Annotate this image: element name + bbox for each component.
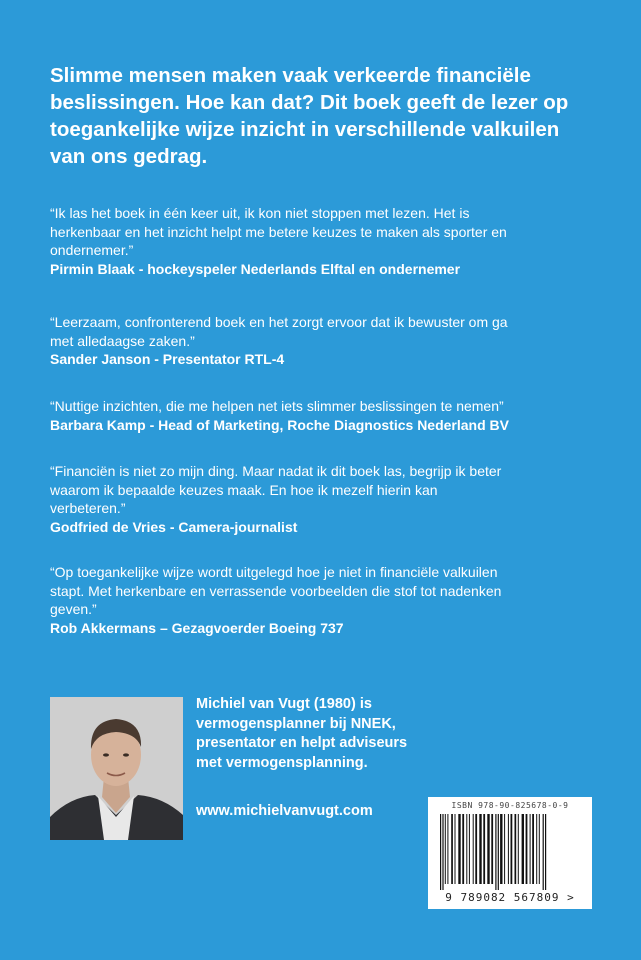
barcode-bar — [487, 814, 489, 884]
ean-number: 9 789082 567809 — [445, 891, 560, 904]
barcode-bar — [483, 814, 485, 884]
barcode-bars — [438, 814, 582, 890]
testimonial — [50, 462, 501, 536]
testimonial-author: Rob Akkermans – Gezagvoerder Boeing 737 — [50, 619, 344, 636]
barcode-bar — [495, 814, 496, 890]
barcode-bar — [458, 814, 460, 884]
testimonial-quote: “Nuttige inzichten, die me helpen net iets slimmer beslissingen te nemen” — [50, 398, 504, 414]
barcode-bar — [462, 814, 464, 884]
barcode-bar — [539, 814, 540, 884]
barcode-bar — [545, 814, 546, 890]
author-portrait-image — [50, 697, 183, 840]
testimonial — [50, 397, 509, 434]
testimonial-quote: “Op toegankelijke wijze wordt uitgelegd hoe je niet in financiële valkuilen stapt. Met herkenbare en verrassende voorbeelden die stof tot nadenken geven.” — [50, 564, 502, 617]
barcode-bar — [536, 814, 537, 884]
barcode-bar — [511, 814, 513, 884]
barcode-addon-marker: > — [567, 891, 575, 904]
testimonial — [50, 313, 508, 369]
barcode-bar — [475, 814, 477, 884]
intro-text: Slimme mensen maken vaak verkeerde financiële beslissingen. Hoe kan dat? Dit boek geeft de lezer op toegankelijke wijze inzicht in verschillende valkuilen van ons gedrag. — [50, 64, 569, 168]
testimonial — [50, 204, 507, 278]
isbn-barcode — [428, 797, 592, 909]
barcode-bar — [518, 814, 519, 884]
testimonial-quote: “Ik las het boek in één keer uit, ik kon niet stoppen met lezen. Het is herkenbaar en het inzicht helpt me betere keuzes te maken als sporter en ondernemer.” — [50, 205, 507, 258]
barcode-bar — [515, 814, 517, 884]
barcode-bar — [479, 814, 481, 884]
testimonial-quote: “Financiën is niet zo mijn ding. Maar nadat ik dit boek las, begrijp ik beter waarom ik bepaalde keuzes maak. En hoe ik mezelf hierin kan verbeteren.” — [50, 463, 502, 516]
barcode-bar — [543, 814, 544, 890]
barcode-bar — [451, 814, 453, 884]
barcode-bar — [440, 814, 441, 890]
barcode-bar — [498, 814, 499, 890]
barcode-bar — [442, 814, 443, 890]
barcode-bar — [532, 814, 534, 884]
testimonial — [50, 563, 501, 637]
barcode-bar — [530, 814, 531, 884]
testimonial-author: Sander Janson - Presentator RTL-4 — [50, 351, 285, 367]
barcode-bar — [445, 814, 446, 884]
barcode-bar — [491, 814, 493, 884]
barcode-bar — [500, 814, 502, 884]
barcode-bar — [473, 814, 474, 884]
author-photo — [50, 697, 183, 840]
author-bio: Michiel van Vugt (1980) is vermogensplanner bij NNEK, presentator en helpt adviseurs met vermogensplanning. — [196, 696, 408, 771]
author-website-link[interactable]: www.michielvanvugt.com — [196, 803, 373, 819]
barcode-bar — [447, 814, 448, 884]
isbn-label: ISBN 978-90-825678-0-9 — [451, 801, 569, 810]
barcode-bar — [466, 814, 467, 884]
testimonial-quote: “Leerzaam, confronterend boek en het zorgt ervoor dat ik bewuster om ga met alledaagse zaken.” — [50, 314, 508, 349]
barcode-digits — [428, 891, 592, 904]
barcode-bar — [469, 814, 470, 884]
testimonial-author: Godfried de Vries - Camera-journalist — [50, 518, 298, 535]
barcode-bar — [522, 814, 524, 884]
barcode-bar — [455, 814, 456, 884]
testimonial-author: Barbara Kamp - Head of Marketing, Roche Diagnostics Nederland BV — [50, 416, 509, 433]
barcode-bar — [504, 814, 505, 884]
barcode-bar — [526, 814, 528, 884]
testimonial-author: Pirmin Blaak - hockeyspeler Nederlands Elftal en ondernemer — [50, 260, 461, 277]
barcode-bar — [508, 814, 509, 884]
